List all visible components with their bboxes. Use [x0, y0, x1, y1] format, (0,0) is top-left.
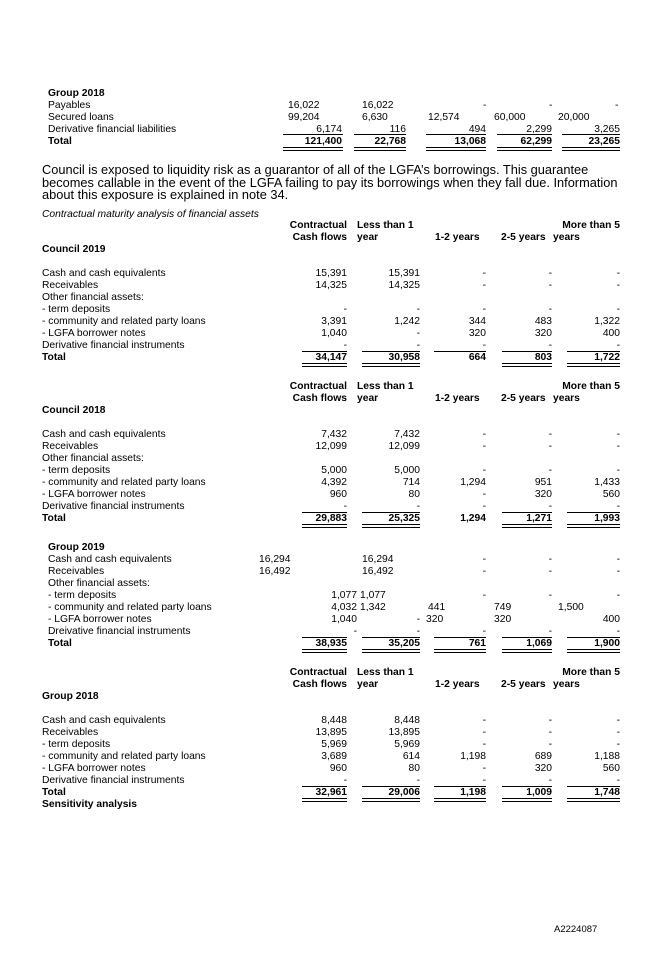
cell: 62,299	[520, 136, 552, 147]
double-rule	[302, 524, 347, 528]
cell: 1,009	[526, 787, 552, 798]
cell: -	[616, 566, 620, 577]
cell: 1,433	[594, 477, 620, 488]
rule	[283, 134, 343, 135]
cell: -	[548, 566, 552, 577]
cell: -	[482, 554, 486, 565]
col-header-contractual: Cash flows	[292, 393, 347, 404]
cell: -	[616, 465, 620, 476]
cell: 1,294	[460, 477, 486, 488]
total-label: Total	[48, 638, 72, 649]
cell: 29,883	[315, 513, 347, 524]
cell: -	[548, 554, 552, 565]
cell: 749	[494, 602, 512, 613]
col-header-1-2-years: 1-2 years	[435, 393, 480, 404]
cell: -	[548, 590, 552, 601]
double-rule	[567, 524, 620, 528]
row-label: Receivables	[42, 727, 99, 738]
col-header-2-5-years: 2-5 years	[501, 679, 546, 690]
cell: -	[482, 268, 486, 279]
cell: 7,432	[321, 429, 347, 440]
cell: -	[616, 626, 620, 637]
cell: 803	[534, 352, 552, 363]
cell: -	[616, 775, 620, 786]
cell: 400	[602, 614, 620, 625]
cell: -	[483, 100, 487, 111]
cell: 5,969	[321, 739, 347, 750]
cell: 1,198	[460, 787, 486, 798]
cell: 4,392	[321, 477, 347, 488]
cell: 13,068	[454, 136, 486, 147]
col-header-more-than-5: years	[553, 679, 580, 690]
cell: 99,204	[288, 112, 320, 123]
cell: -	[548, 304, 552, 315]
cell: -	[616, 590, 620, 601]
cell: -	[549, 100, 553, 111]
cell: -	[416, 614, 420, 625]
double-rule	[567, 798, 620, 802]
cell: 32,961	[315, 787, 347, 798]
cell: 7,432	[394, 429, 420, 440]
cell: -	[548, 465, 552, 476]
col-header-less-than-1: year	[357, 393, 379, 404]
cell: 60,000	[494, 112, 526, 123]
row-label: Receivables	[48, 566, 105, 577]
cell: -	[482, 340, 486, 351]
double-rule	[302, 798, 347, 802]
row-label: Derivative financial liabilities	[48, 124, 177, 135]
cell: 1,294	[460, 513, 486, 524]
cell: 14,325	[388, 280, 420, 291]
cell: -	[482, 465, 486, 476]
row-label: - community and related party loans	[48, 602, 212, 613]
cell: -	[548, 775, 552, 786]
cell: -	[482, 763, 486, 774]
double-rule	[362, 798, 420, 802]
cell: 320	[534, 328, 552, 339]
row-label: Other financial assets:	[42, 453, 144, 464]
cell: 614	[402, 751, 420, 762]
row-label: Cash and cash equivalents	[42, 715, 166, 726]
row-label: - LGFA borrower notes	[42, 763, 146, 774]
cell: 6,630	[362, 112, 388, 123]
col-header-less-than-1: year	[357, 679, 379, 690]
cell: 13,895	[315, 727, 347, 738]
cell: -	[548, 268, 552, 279]
group-2018-top-title: Group 2018	[48, 88, 105, 99]
cell: -	[482, 715, 486, 726]
cell: 1,188	[594, 751, 620, 762]
row-label: - term deposits	[42, 465, 111, 476]
cell: 2,299	[526, 124, 552, 135]
row-label: Receivables	[42, 280, 99, 291]
cell: 320	[468, 328, 486, 339]
cell: 23,265	[588, 136, 620, 147]
row-label: - term deposits	[42, 739, 111, 750]
cell: -	[616, 501, 620, 512]
row-label: - community and related party loans	[42, 751, 206, 762]
cell: 951	[534, 477, 552, 488]
col-header-contractual: Contractual	[289, 220, 347, 231]
cell: 121,400	[304, 136, 342, 147]
section-title: Group 2019	[48, 542, 105, 553]
rule	[562, 134, 620, 135]
row-label: Cash and cash equivalents	[42, 429, 166, 440]
cell: -	[615, 100, 619, 111]
cell: -	[548, 626, 552, 637]
cell: 1,069	[526, 638, 552, 649]
double-rule	[426, 147, 486, 151]
rule	[354, 134, 406, 135]
cell: 320	[426, 614, 444, 625]
total-label: Total	[42, 352, 66, 363]
cell: 320	[534, 489, 552, 500]
cell: 80	[408, 763, 420, 774]
row-label: Derivative financial instruments	[42, 340, 185, 351]
cell: -	[343, 775, 347, 786]
cell: 38,935	[315, 638, 347, 649]
cell: -	[416, 626, 420, 637]
cell: 30,958	[388, 352, 420, 363]
cell: 3,265	[594, 124, 620, 135]
cell: 4,032	[331, 602, 357, 613]
total-label: Total	[48, 136, 72, 147]
cell: 3,391	[321, 316, 347, 327]
cell: 16,022	[288, 100, 320, 111]
cell: 1,500	[558, 602, 584, 613]
cell: 494	[468, 124, 486, 135]
col-header-less-than-1: Less than 1	[357, 381, 414, 392]
col-header-more-than-5: years	[553, 232, 580, 243]
cell: -	[616, 280, 620, 291]
cell: 344	[468, 316, 486, 327]
section-title: Council 2018	[42, 405, 106, 416]
cell: 116	[389, 124, 406, 135]
cell: -	[416, 775, 420, 786]
double-rule	[562, 147, 620, 151]
cell: 3,689	[321, 751, 347, 762]
col-header-contractual: Contractual	[289, 381, 347, 392]
cell: 1,322	[594, 316, 620, 327]
double-rule	[502, 649, 552, 653]
cell: 20,000	[558, 112, 590, 123]
col-header-contractual: Cash flows	[292, 232, 347, 243]
cell: -	[353, 626, 357, 637]
cell: -	[482, 739, 486, 750]
row-label: - term deposits	[42, 304, 111, 315]
cell: 16,294	[259, 554, 291, 565]
row-label: Other financial assets:	[42, 292, 144, 303]
cell: -	[616, 727, 620, 738]
cell: 664	[468, 352, 486, 363]
cell: -	[416, 304, 420, 315]
cell: -	[548, 727, 552, 738]
cell: 13,895	[388, 727, 420, 738]
cell: 761	[468, 638, 486, 649]
row-label: Cash and cash equivalents	[42, 268, 166, 279]
cell: 714	[402, 477, 420, 488]
row-label: - term deposits	[48, 590, 117, 601]
cell: 16,022	[362, 100, 394, 111]
cell: 12,099	[388, 441, 420, 452]
cell: -	[616, 429, 620, 440]
cell: -	[416, 328, 420, 339]
cell: 441	[428, 602, 446, 613]
total-label: Total	[42, 513, 66, 524]
cell: 1,722	[594, 352, 620, 363]
cell: 5,000	[394, 465, 420, 476]
row-label: Derivative financial instruments	[42, 775, 185, 786]
cell: 29,006	[388, 787, 420, 798]
row-label: Derivative financial instruments	[42, 501, 185, 512]
cell: -	[616, 304, 620, 315]
cell: -	[548, 429, 552, 440]
cell: -	[416, 501, 420, 512]
double-rule	[567, 649, 620, 653]
cell: 1,242	[394, 316, 420, 327]
double-rule	[302, 363, 347, 367]
cell: 400	[602, 328, 620, 339]
double-rule	[283, 147, 343, 151]
cell: 34,147	[315, 352, 347, 363]
cell: 689	[534, 751, 552, 762]
col-header-1-2-years: 1-2 years	[435, 679, 480, 690]
cell: 35,205	[388, 638, 420, 649]
cell: 6,174	[316, 124, 342, 135]
cell: -	[548, 340, 552, 351]
row-label: Cash and cash equivalents	[48, 554, 172, 565]
double-rule	[502, 363, 552, 367]
cell: 1,077	[360, 590, 386, 601]
total-label: Total	[42, 787, 66, 798]
cell: -	[616, 715, 620, 726]
col-header-2-5-years: 2-5 years	[501, 232, 546, 243]
cell: -	[616, 340, 620, 351]
section-title: Council 2019	[42, 244, 106, 255]
cell: -	[482, 501, 486, 512]
cell: 15,391	[388, 268, 420, 279]
row-label: Receivables	[42, 441, 99, 452]
section-title: Group 2018	[42, 691, 99, 702]
row-label: Other financial assets:	[48, 578, 150, 589]
cell: -	[482, 775, 486, 786]
cell: 1,900	[594, 638, 620, 649]
cell: 1,198	[460, 751, 486, 762]
cell: 14,325	[315, 280, 347, 291]
col-header-contractual: Contractual	[289, 667, 347, 678]
cell: -	[548, 739, 552, 750]
double-rule	[567, 363, 620, 367]
maturity-subheading: Contractual maturity analysis of financial assets	[42, 209, 259, 220]
cell: 25,325	[388, 513, 420, 524]
double-rule	[502, 524, 552, 528]
col-header-2-5-years: 2-5 years	[501, 393, 546, 404]
rule	[497, 134, 552, 135]
double-rule	[302, 649, 347, 653]
cell: 12,574	[428, 112, 460, 123]
col-header-less-than-1: Less than 1	[357, 220, 414, 231]
double-rule	[362, 363, 420, 367]
cell: 560	[602, 489, 620, 500]
col-header-more-than-5: More than 5	[562, 667, 620, 678]
cell: 16,492	[362, 566, 394, 577]
cell: 8,448	[394, 715, 420, 726]
cell: 1,040	[321, 328, 347, 339]
cell: -	[616, 268, 620, 279]
row-label: - LGFA borrower notes	[42, 328, 146, 339]
double-rule	[362, 524, 420, 528]
cell: -	[548, 441, 552, 452]
col-header-less-than-1: year	[357, 232, 379, 243]
row-label: - community and related party loans	[42, 316, 206, 327]
cell: -	[548, 715, 552, 726]
cell: 16,492	[259, 566, 291, 577]
cell: -	[548, 280, 552, 291]
cell: -	[482, 489, 486, 500]
col-header-less-than-1: Less than 1	[357, 667, 414, 678]
col-header-more-than-5: years	[553, 393, 580, 404]
cell: 320	[534, 763, 552, 774]
cell: 80	[408, 489, 420, 500]
cell: 16,294	[362, 554, 394, 565]
double-rule	[497, 147, 552, 151]
cell: 1,040	[331, 614, 357, 625]
cell: 12,099	[315, 441, 347, 452]
sensitivity-heading: Sensitivity analysis	[42, 799, 138, 810]
row-label: Secured loans	[48, 112, 114, 123]
cell: 960	[329, 489, 347, 500]
double-rule	[502, 798, 552, 802]
row-label: - LGFA borrower notes	[42, 489, 146, 500]
double-rule	[434, 649, 486, 653]
cell: -	[482, 429, 486, 440]
cell: -	[616, 739, 620, 750]
col-header-more-than-5: More than 5	[562, 381, 620, 392]
row-label: - community and related party loans	[42, 477, 206, 488]
row-label: - LGFA borrower notes	[48, 614, 152, 625]
cell: 22,768	[374, 136, 406, 147]
cell: 15,391	[315, 268, 347, 279]
cell: -	[343, 304, 347, 315]
cell: 560	[602, 763, 620, 774]
double-rule	[354, 147, 406, 151]
cell: -	[616, 441, 620, 452]
document-code: A2224087	[554, 924, 598, 935]
cell: -	[482, 280, 486, 291]
cell: -	[343, 340, 347, 351]
cell: 960	[329, 763, 347, 774]
cell: 1,748	[594, 787, 620, 798]
cell: 5,000	[321, 465, 347, 476]
rule	[426, 134, 486, 135]
row-label: Dreivative financial instruments	[48, 626, 191, 637]
cell: -	[482, 566, 486, 577]
cell: 8,448	[321, 715, 347, 726]
col-header-1-2-years: 1-2 years	[435, 232, 480, 243]
row-label: Payables	[48, 100, 91, 111]
cell: -	[616, 554, 620, 565]
cell: -	[416, 340, 420, 351]
cell: -	[482, 727, 486, 738]
cell: 320	[494, 614, 512, 625]
cell: -	[482, 626, 486, 637]
cell: -	[343, 501, 347, 512]
cell: 1,077	[331, 590, 357, 601]
cell: 5,969	[394, 739, 420, 750]
cell: 1,993	[594, 513, 620, 524]
cell: 483	[534, 316, 552, 327]
double-rule	[362, 649, 420, 653]
double-rule	[434, 798, 486, 802]
cell: 1,271	[526, 513, 552, 524]
cell: -	[482, 441, 486, 452]
col-header-more-than-5: More than 5	[562, 220, 620, 231]
cell: -	[548, 501, 552, 512]
cell: 1,342	[360, 602, 386, 613]
cell: -	[482, 590, 486, 601]
cell: -	[482, 304, 486, 315]
col-header-contractual: Cash flows	[292, 679, 347, 690]
liquidity-paragraph: Council is exposed to liquidity risk as a guarantor of all of the LGFA’s borrowings. This guarantee becomes callable in the event of the LGFA failing to pay its borrowings when they fall due. Information about this exposure is explained in note 34.	[42, 162, 618, 203]
